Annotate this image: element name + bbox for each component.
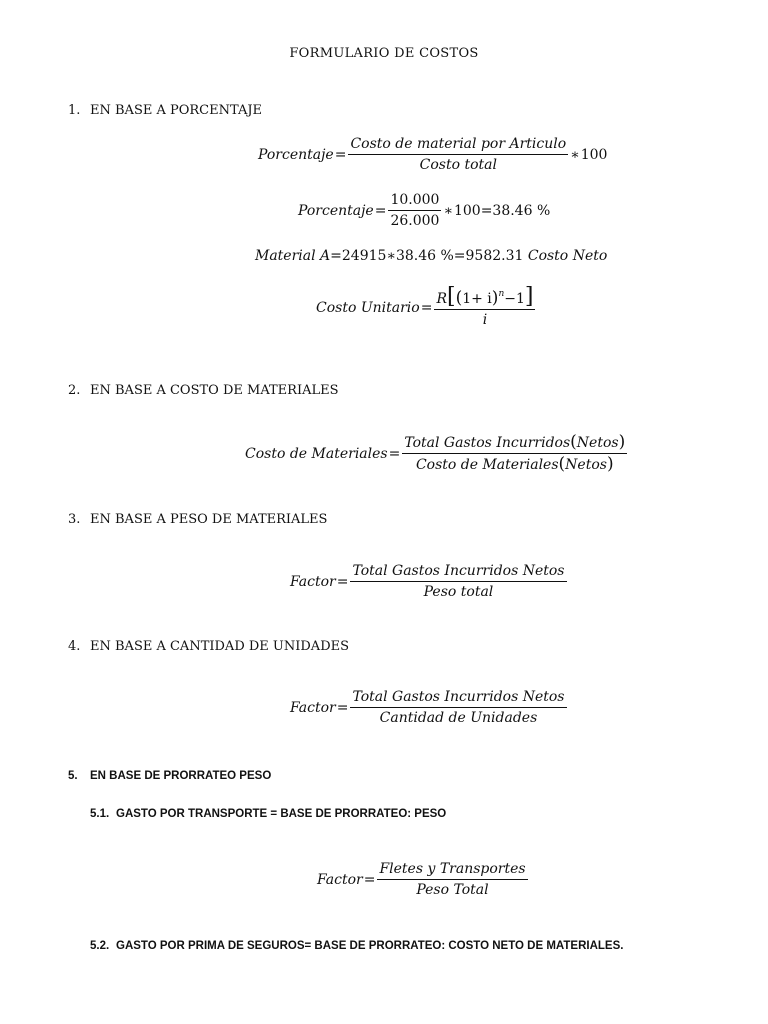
formula-denominator: i <box>482 312 488 328</box>
formula-tail: 100=38.46 % <box>453 203 551 219</box>
formula-num-paren: Netos <box>576 435 619 451</box>
formula-fraction <box>402 434 627 474</box>
formula-factor-freight: Factor = $\frac{\text{Fletes y Transportes}}{\text{Peso Total}}$ <box>317 861 526 898</box>
section-title: EN BASE A COSTO DE MATERIALES <box>90 383 339 398</box>
formula-lhs: Porcentaje <box>258 147 334 163</box>
formula-material-a <box>255 248 607 264</box>
formula-numerator: Fletes y Transportes <box>377 861 527 880</box>
subsection-number: 5.2. <box>90 940 110 952</box>
section-number: 2. <box>68 383 81 398</box>
subsection-heading-5-2 <box>90 940 623 952</box>
formula-den-paren: Netos <box>565 457 607 473</box>
formula-r: R <box>436 291 447 307</box>
formula-lhs: Factor <box>317 872 363 888</box>
formula-factor-units: Factor = $\frac{\text{Total Gastos Incurridos Netos}}{\text{Cantidad de Unidades}}$ <box>290 689 565 726</box>
formula-numerator: $R[(1+ i)^n-1]$ <box>436 284 534 309</box>
formula-material-cost: Costo de Materiales = $\frac{\text{Total Gastos Incurridos(Netos)}}{\text{Costo de Materiales(Netos)}}$ <box>245 432 626 474</box>
formula-factor-weight: Factor = $\frac{\text{Total Gastos Incurridos Netos}}{\text{Peso total}}$ <box>290 563 565 600</box>
section-number: 5. <box>68 770 78 782</box>
formula-minus-one: −1 <box>504 291 525 307</box>
section-number: 1. <box>68 103 81 118</box>
formula-text-a: Material A <box>255 248 331 264</box>
page-title: FORMULARIO DE COSTOS <box>289 46 479 61</box>
section-title: EN BASE A CANTIDAD DE UNIDADES <box>90 639 350 654</box>
formula-denominator: Peso Total <box>416 882 489 898</box>
formula-numerator: Costo de material por Articulo <box>348 136 568 155</box>
formula-inner: 1+ i <box>462 291 492 307</box>
section-title: EN BASE A PORCENTAJE <box>90 103 263 118</box>
formula-numerator: 10.000 <box>388 192 441 211</box>
section-number: 4. <box>68 639 81 654</box>
section-heading-5 <box>68 770 271 782</box>
formula-fraction <box>377 861 527 899</box>
formula-lhs: Factor <box>290 574 336 590</box>
formula-denominator: Peso total <box>423 584 494 600</box>
formula-lhs: Costo de Materiales <box>245 446 388 462</box>
formula-num-text: Total Gastos Incurridos <box>404 435 571 451</box>
section-heading-1 <box>68 103 262 118</box>
formula-lhs: Costo Unitario <box>316 299 420 316</box>
formula-numerator: Total Gastos Incurridos(Netos) <box>404 432 626 452</box>
subsection-title: GASTO POR PRIMA DE SEGUROS= BASE DE PRORRATEO: COSTO NETO DE MATERIALES. <box>116 940 624 952</box>
formula-text-c: Costo Neto <box>527 248 608 264</box>
subsection-title: GASTO POR TRANSPORTE = BASE DE PRORRATEO: PESO <box>116 808 447 820</box>
formula-denominator: Costo total <box>419 157 497 173</box>
formula-tail: 100 <box>580 147 608 163</box>
subsection-heading-5-1 <box>90 808 446 820</box>
formula-fraction <box>434 286 535 329</box>
formula-numerator: Total Gastos Incurridos Netos <box>350 563 566 582</box>
formula-numerator: Total Gastos Incurridos Netos <box>350 689 566 708</box>
section-heading-2 <box>68 383 339 398</box>
formula-lhs: Porcentaje <box>298 203 374 219</box>
formula-fraction <box>348 136 568 174</box>
section-heading-4 <box>68 639 349 654</box>
formula-denominator: Cantidad de Unidades <box>379 710 538 726</box>
formula-lhs: Factor <box>290 700 336 716</box>
formula-den-text: Costo de Materiales <box>415 457 559 473</box>
section-heading-3 <box>68 512 327 527</box>
formula-fraction <box>388 192 441 230</box>
formula-text-b: =24915∗38.46 %=9582.31 <box>330 248 524 264</box>
formula-unit-cost: Costo Unitario = $\frac{R[(1+ i)^n-1]}{i}$ <box>316 284 534 328</box>
formula-exponent: n <box>498 289 505 299</box>
formula-percentage-example: Porcentaje = $\frac{10.000}{26.000}$ ∗ 100=38.46 % <box>298 192 551 229</box>
formula-fraction <box>350 689 566 727</box>
section-number: 3. <box>68 512 81 527</box>
subsection-number: 5.1. <box>90 808 110 820</box>
formula-denominator: 26.000 <box>390 213 440 229</box>
section-title: EN BASE A PESO DE MATERIALES <box>90 512 328 527</box>
formula-fraction <box>350 563 566 601</box>
section-title: EN BASE DE PRORRATEO PESO <box>90 770 272 782</box>
formula-percentage: Porcentaje = $\frac{\text{Costo de material por Articulo}}{\text{Costo total}}$ ∗ 100 <box>258 136 608 173</box>
formula-denominator: Costo de Materiales(Netos) <box>415 454 614 474</box>
